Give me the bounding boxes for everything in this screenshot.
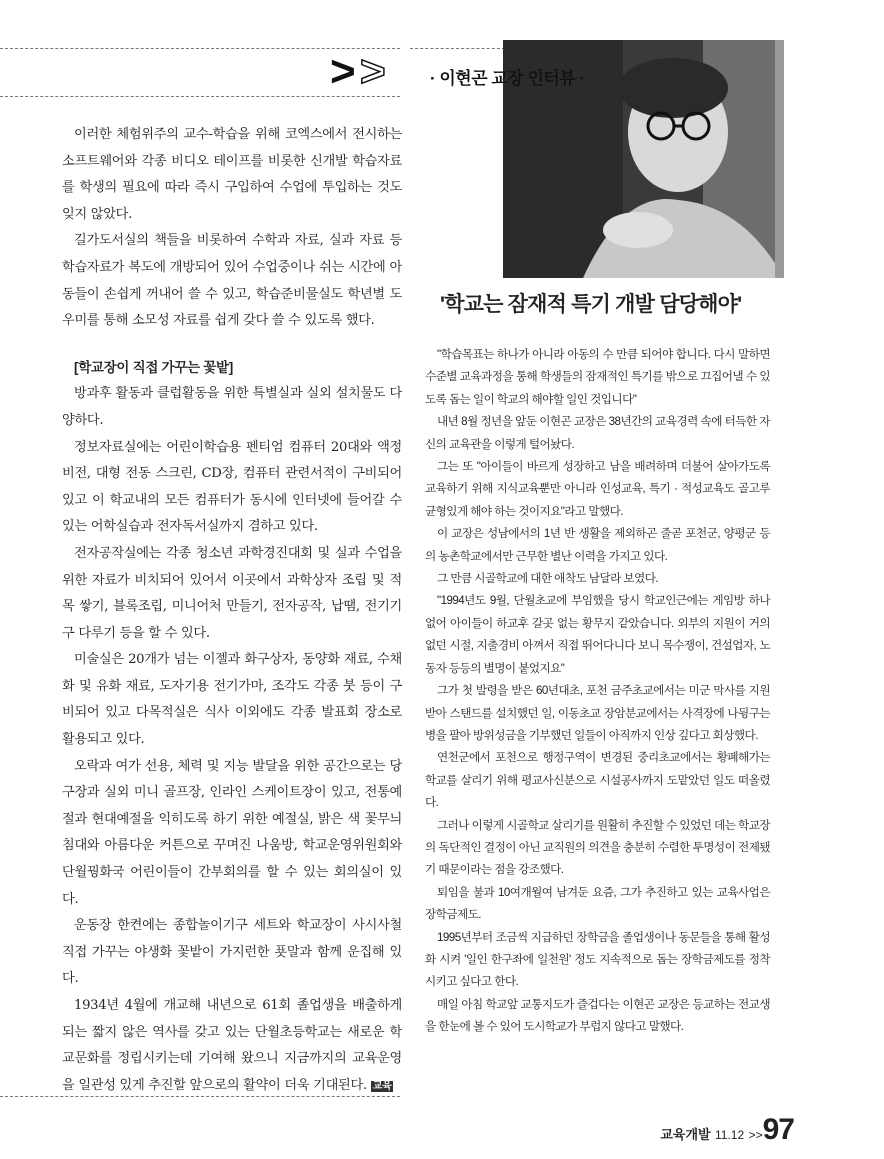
issue-number: 11.12 — [715, 1128, 745, 1142]
interview-paragraph: "1994년도 9월, 단월초교에 부임했을 당시 학교인근에는 게임방 하나 없어 아이들이 하교후 갈곳 없는 황무지 같았습니다. 외부의 지원이 거의 없던 시절, 지출경비 아껴서 직접 뛰어다니다 보니 목수쟁이, 건설업자, 노동자 등등의 별명이 붙었지요" — [425, 594, 770, 675]
interview-paragraph: 이 교장은 성남에서의 1년 반 생활을 제외하곤 줄곧 포천군, 양평군 등의 농촌학교에서만 근무한 별난 이력을 가지고 있다. — [425, 527, 770, 563]
double-chevron-right-icon: >> — [748, 1128, 763, 1142]
article-paragraph: 오락과 여가 선용, 체력 및 지능 발달을 위한 공간으로는 당구장과 실외 미니 골프장, 인라인 스케이트장이 있고, 전통예절과 현대예절을 익히도록 하기 위한 예절실, 밝은 색 꽃무늬 침대와 아름다운 커튼으로 꾸며진 나움방, 학교운영위원회와 단월꿩화국 어린이들이 간부회의를 할 수 있는 회의실이 있다. — [62, 758, 402, 907]
article-paragraph: 이러한 체험위주의 교수-학습을 위해 코엑스에서 전시하는 소프트웨어와 각종 비디오 테이프를 비롯한 신개발 학습자료를 학생의 필요에 따라 즉시 구입하여 수업에 투입하는 것도 잊지 않았다. — [62, 127, 402, 222]
footer-rule-left — [0, 1096, 400, 1097]
header-rule-right — [410, 48, 505, 49]
interview-paragraph: 그가 첫 발령을 받은 60년대초, 포천 금주초교에서는 미군 막사를 지원 받아 스탠드를 설치했던 일, 이동초교 장암분교에서는 사격장에 나뒹구는 병을 팔아 방위성금을 기부했던 일들이 아직까지 인상 깊다고 회상했다. — [425, 684, 770, 742]
article-paragraph-last: 1934년 4월에 개교해 내년으로 61회 졸업생을 배출하게 되는 짧지 않은 역사를 갖고 있는 단월초등학교는 새로운 학교문화를 정립시키는데 기여해 왔으니 지금까지의 교육운영을 일관성 있게 추진할 앞으로의 활약이 더욱 기대된다. 교육 — [62, 998, 402, 1093]
article-paragraph: 운동장 한켠에는 종합놀이기구 세트와 학교장이 사시사철 직접 가꾸는 야생화 꽃밭이 가지런한 푯말과 함께 운집해 있다. — [62, 918, 402, 987]
interview-paragraph: 내년 8월 정년을 앞둔 이현곤 교장은 38년간의 교육경력 속에 터득한 자신의 교육관을 이렇게 털어놨다. — [425, 415, 770, 451]
interview-paragraph: 연천군에서 포천으로 행정구역이 변경된 중리초교에서는 황폐해가는 학교를 살리기 위해 평교사신분으로 시설공사까지 도맡았던 일도 떠올렸다. — [425, 751, 770, 810]
article-paragraph: 정보자료실에는 어린이학습용 펜티엄 컴퓨터 20대와 액정비전, 대형 전동 스크린, CD장, 컴퓨터 관련서적이 구비되어 있고 이 학교내의 모든 컴퓨터가 동시에 인터넷에 들어갈 수 있는 어학실습과 전자독서실까지 겸하고 있다. — [62, 439, 402, 535]
interview-paragraph: 그는 또 "아이들이 바르게 성장하고 남을 배려하며 더불어 살아가도록 교육하기 위해 지식교육뿐만 아니라 인성교육, 특기 · 적성교육도 골고루 균형있게 해야 하는 것이지요"라고 말했다. — [425, 460, 770, 518]
interview-paragraph: 1995년부터 조금씩 지급하던 장학금을 졸업생이나 동문들을 통해 활성화 시켜 '일인 한구좌에 일천원' 정도 지속적으로 돕는 장학금제도를 정착시키고 싶다고 한다. — [425, 930, 770, 989]
magazine-name: 교육개발 — [660, 1127, 711, 1142]
interview-paragraph: 퇴임을 불과 10여개월여 남겨둔 요즘, 그가 추진하고 있는 교육사업은 장학금제도. — [425, 885, 770, 922]
interview-caption: · 이현곤 교장 인터뷰 · — [430, 69, 585, 88]
article-paragraph: 방과후 활동과 클럽활동을 위한 특별실과 실외 설치물도 다양하다. — [62, 386, 402, 428]
interview-column — [425, 344, 770, 1039]
article-subheading: [학교장이 직접 가꾸는 꽃밭] — [74, 359, 233, 375]
page-number: 97 — [762, 1113, 794, 1146]
page-footer — [660, 1113, 794, 1147]
article-paragraph: 전자공작실에는 각종 청소년 과학경진대회 및 실과 수업을 위한 자료가 비치되어 있어서 이곳에서 과학상자 조립 및 적목 쌓기, 블록조립, 미니어처 만들기, 전자공작, 납땜, 전기기구 다루기 등을 할 수 있다. — [62, 545, 402, 641]
article-left-column — [62, 122, 402, 1100]
header-rule-bottom — [0, 96, 400, 97]
interview-paragraph: 매일 아침 학교앞 교통지도가 즐겁다는 이현곤 교장은 등교하는 전교생을 한눈에 볼 수 있어 도시학교가 부럽지 않다고 말했다. — [425, 997, 770, 1034]
article-paragraph: 미술실은 20개가 넘는 이젤과 화구상자, 동양화 재료, 수채화 및 유화 재료, 도자기용 전기가마, 조각도 각종 붓 등이 구비되어 있고 다목적실은 식사 이외에도 각종 발표회 장소로 활용되고 있다. — [62, 652, 402, 748]
article-paragraph: 길가도서실의 책들을 비롯하여 수학과 자료, 실과 자료 등 학습자료가 복도에 개방되어 있어 수업중이나 쉬는 시간에 아동들이 손쉽게 꺼내어 쓸 수 있고, 학습준비물실도 학년별 도우미를 통해 소모성 자료를 쉽게 갖다 쓸 수 있도록 했다. — [62, 233, 402, 329]
end-mark: 교육 — [372, 1080, 392, 1092]
interview-headline: '학교는 잠재적 특기 개발 담당해야' — [440, 293, 742, 316]
interview-paragraph: 그러나 이렇게 시골학교 살리기를 원활히 추진할 수 있었던 데는 학교장의 독단적인 결정이 아닌 교직원의 의견을 충분히 수렴한 투명성이 전제됐기 때문이라는 점을 강조했다. — [425, 818, 770, 877]
chevron-right-outline-icon: > — [360, 47, 386, 96]
interview-paragraph: "학습목표는 하나가 아니라 아동의 수 만큼 되어야 합니다. 다시 말하면 수준별 교육과정을 통해 학생들의 잠재적인 특기를 밖으로 끄집어낼 수 있도록 돕는 일이 학교의 해야할 일인 것입니다" — [425, 348, 770, 406]
chevron-right-icon: > — [330, 47, 356, 96]
interview-paragraph: 그 만큼 시골학교에 대한 애착도 남달라 보였다. — [437, 572, 659, 586]
